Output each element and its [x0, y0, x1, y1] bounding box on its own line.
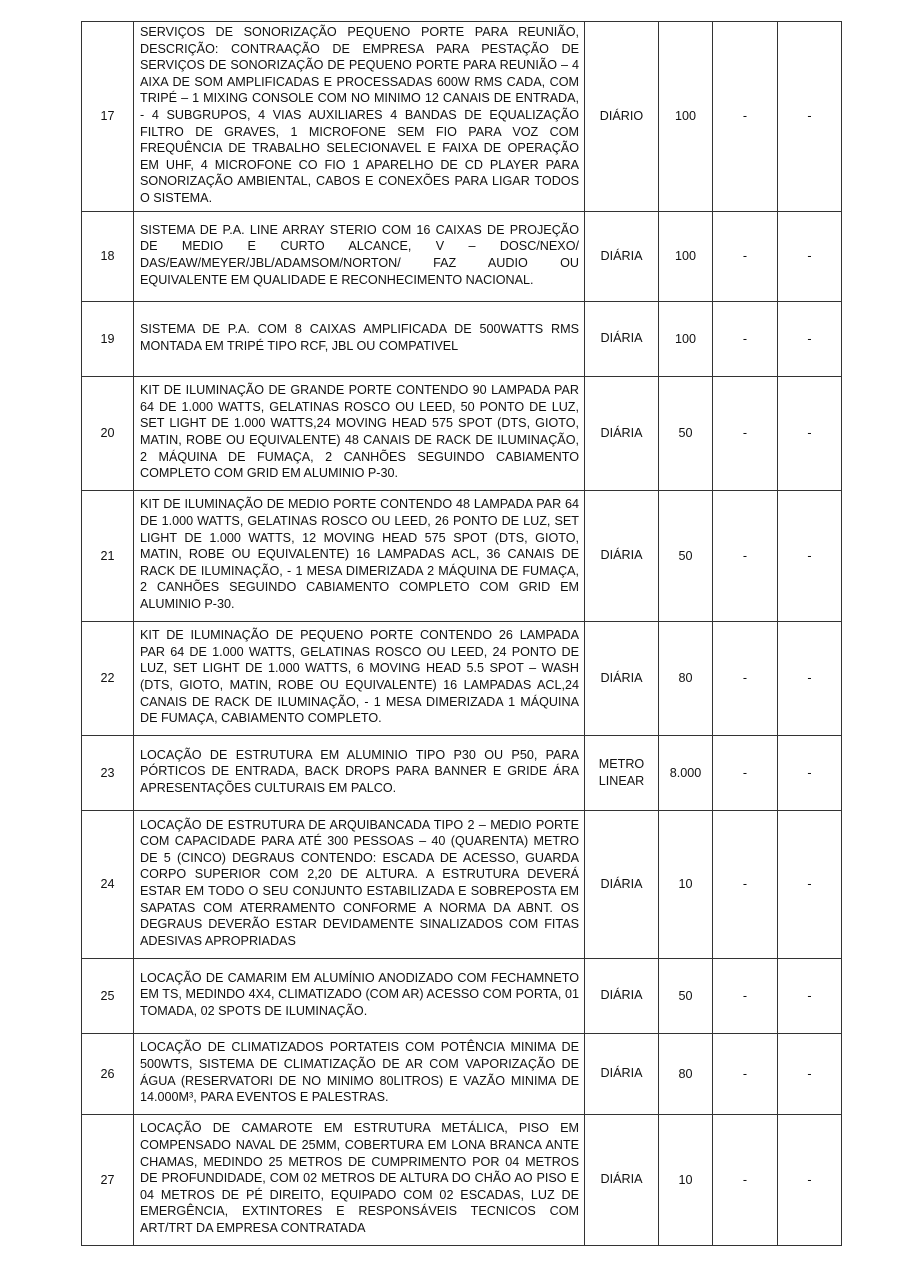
item-unit-price: -	[713, 810, 778, 958]
item-quantity: 50	[659, 958, 713, 1033]
item-unit: DIÁRIA	[585, 376, 659, 490]
table-row	[82, 211, 842, 301]
table-row	[82, 301, 842, 376]
item-unit-price: -	[713, 735, 778, 810]
table-row	[82, 735, 842, 810]
item-quantity: 50	[659, 490, 713, 621]
item-quantity: 8.000	[659, 735, 713, 810]
item-number: 26	[82, 1033, 134, 1114]
item-total-price: -	[778, 211, 842, 301]
item-unit: DIÁRIA	[585, 211, 659, 301]
item-total-price: -	[778, 376, 842, 490]
item-unit-price: -	[713, 301, 778, 376]
table-row	[82, 22, 842, 212]
item-quantity: 80	[659, 1033, 713, 1114]
item-unit: DIÁRIA	[585, 810, 659, 958]
item-description: LOCAÇÃO DE ESTRUTURA DE ARQUIBANCADA TIPO 2 – MEDIO PORTE COM CAPACIDADE PARA ATÉ 300 PESSOAS – 40 (QUARENTA) METRO DE 5 (CINCO) DEGRAUS CONTENDO: ESCADA DE ACESSO, GUARDA CORPO SUPERIOR COM 2,20 DE ALTURA. A ESTRUTURA DEVERÁ ESTAR EM TODO O SEU CONJUNTO ESTABILIZADA E SOBREPOSTA EM SAPATAS COM ATERRAMENTO CONFORME A NORMA DA ABNT. OS DEGRAUS DEVERÃO ESTAR DEVIDAMENTE SINALIZADOS COM FITAS ADESIVAS APROPRIADAS	[134, 810, 585, 958]
item-unit: METRO LINEAR	[585, 735, 659, 810]
item-description: SISTEMA DE P.A. LINE ARRAY STERIO COM 16 CAIXAS DE PROJEÇÃO DE MEDIO E CURTO ALCANCE, V – DOSC/NEXO/ DAS/EAW/MEYER/JBL/ADAMSOM/NORTON/ FAZ AUDIO OU EQUIVALENTE EM QUALIDADE E RECONHECIMENTO NACIONAL.	[134, 211, 585, 301]
item-description: LOCAÇÃO DE CAMARIM EM ALUMÍNIO ANODIZADO COM FECHAMNETO EM TS, MEDINDO 4X4, CLIMATIZADO (COM AR) ACESSO COM PORTA, 01 TOMADA, 02 SPOTS DE ILUMINAÇÃO.	[134, 958, 585, 1033]
item-total-price: -	[778, 735, 842, 810]
item-quantity: 10	[659, 1114, 713, 1245]
item-unit: DIÁRIA	[585, 1114, 659, 1245]
item-unit: DIÁRIA	[585, 1033, 659, 1114]
item-quantity: 80	[659, 621, 713, 735]
table-row	[82, 490, 842, 621]
item-number: 18	[82, 211, 134, 301]
item-description: KIT DE ILUMINAÇÃO DE PEQUENO PORTE CONTENDO 26 LAMPADA PAR 64 DE 1.000 WATTS, GELATINAS ROSCO OU LEED, 24 PONTO DE LUZ, SET LIGHT DE 1.000 WATTS, 6 MOVING HEAD 5.5 SPOT – WASH (DTS, GIOTO, MATIN, ROBE OU EQUIVALENTE) 16 LAMPADAS ACL,24 CANAIS DE RACK DE ILUMINAÇÃO, - 1 MESA DIMERIZADA 1 MÁQUINA DE FUMAÇA, CABIAMENTO COMPLETO.	[134, 621, 585, 735]
item-total-price: -	[778, 958, 842, 1033]
item-unit: DIÁRIA	[585, 621, 659, 735]
item-number: 20	[82, 376, 134, 490]
item-number: 23	[82, 735, 134, 810]
document-page	[81, 21, 841, 1246]
item-quantity: 10	[659, 810, 713, 958]
item-description: KIT DE ILUMINAÇÃO DE MEDIO PORTE CONTENDO 48 LAMPADA PAR 64 DE 1.000 WATTS, GELATINAS ROSCO OU LEED, 26 PONTO DE LUZ, SET LIGHT DE 1.000 WATTS, 12 MOVING HEAD 575 SPOT (DTS, GIOTO, MATIN, ROBE OU EQUIVALENTE) 16 LAMPADAS ACL, 36 CANAIS DE RACK DE ILUMINAÇÃO, - 1 MESA DIMERIZADA 2 MÁQUINA DE FUMAÇA, 2 CANHÕES SEGUINDO CABIAMENTO COMPLETO COM GRID EM ALUMINIO P-30.	[134, 490, 585, 621]
table-row	[82, 621, 842, 735]
items-table	[81, 21, 842, 1246]
item-description: KIT DE ILUMINAÇÃO DE GRANDE PORTE CONTENDO 90 LAMPADA PAR 64 DE 1.000 WATTS, GELATINAS ROSCO OU LEED, 50 PONTO DE LUZ, SET LIGHT DE 1.000 WATTS,24 MOVING HEAD 575 SPOT (DTS, GIOTO, MATIN, ROBE OU EQUIVALENTE) 48 CANAIS DE RACK DE ILUMINAÇÃO, 2 MÁQUINA DE FUMAÇA, 2 CANHÕES SEGUINDO CABIAMENTO COMPLETO COM GRID EM ALUMINIO P-30.	[134, 376, 585, 490]
item-unit-price: -	[713, 621, 778, 735]
item-unit-price: -	[713, 376, 778, 490]
item-total-price: -	[778, 1033, 842, 1114]
item-total-price: -	[778, 490, 842, 621]
item-unit-price: -	[713, 22, 778, 212]
item-unit: DIÁRIO	[585, 22, 659, 212]
item-unit: DIÁRIA	[585, 490, 659, 621]
table-row	[82, 1114, 842, 1245]
item-quantity: 100	[659, 22, 713, 212]
item-unit-price: -	[713, 1114, 778, 1245]
item-unit-price: -	[713, 490, 778, 621]
items-table-body	[82, 22, 842, 1246]
table-row	[82, 810, 842, 958]
item-unit: DIÁRIA	[585, 301, 659, 376]
table-row	[82, 1033, 842, 1114]
item-number: 22	[82, 621, 134, 735]
item-unit-price: -	[713, 1033, 778, 1114]
item-number: 21	[82, 490, 134, 621]
item-total-price: -	[778, 810, 842, 958]
item-total-price: -	[778, 1114, 842, 1245]
item-description: LOCAÇÃO DE CLIMATIZADOS PORTATEIS COM POTÊNCIA MINIMA DE 500WTS, SISTEMA DE CLIMATIZAÇÃO DE AR COM VAPORIZAÇÃO DE ÁGUA (RESERVATORI DE NO MINIMO 80LITROS) E VAZÃO MINIMA DE 14.000M³, PARA EVENTOS E PALESTRAS.	[134, 1033, 585, 1114]
item-description: LOCAÇÃO DE CAMAROTE EM ESTRUTURA METÁLICA, PISO EM COMPENSADO NAVAL DE 25MM, COBERTURA EM LONA BRANCA ANTE CHAMAS, MEDINDO 25 METROS DE CUMPRIMENTO POR 04 METROS DE PROFUNDIDADE, COM 02 METROS DE ALTURA DO CHÃO AO PISO E 04 METROS DE PÉ DIREITO, EQUIPADO COM 02 ESCADAS, LUZ DE EMERGÊNCIA, EXTINTORES E RESPONSÁVEIS TECNICOS COM ART/TRT DA EMPRESA CONTRATADA	[134, 1114, 585, 1245]
item-quantity: 100	[659, 211, 713, 301]
item-description: SERVIÇOS DE SONORIZAÇÃO PEQUENO PORTE PARA REUNIÃO, DESCRIÇÃO: CONTRAAÇÃO DE EMPRESA PARA PESTAÇÃO DE SERVIÇOS DE SONORIZAÇÃO DE PEQUENO PORTE PARA REUNIÃO – 4 AIXA DE SOM AMPLIFICADAS E PROCESSADAS 600W RMS CADA, COM TRIPÉ – 1 MIXING CONSOLE COM NO MINIMO 12 CANAIS DE ENTRADA, - 4 SUBGRUPOS, 4 VIAS AUXILIARES 4 BANDAS DE EQUALIZAÇÃO FILTRO DE GRAVES, 1 MICROFONE SEM FIO PARA VOZ COM FREQUÊNCIA DE TRABALHO SELECIONAVEL E FAIXA DE OPERAÇÃO EM UHF, 4 MICROFONE CO FIO 1 APARELHO DE CD PLAYER PARA SONORIZAÇÃO AMBIENTAL, CABOS E CONEXÕES PARA LIGAR TODOS O SISTEMA.	[134, 22, 585, 212]
item-description: LOCAÇÃO DE ESTRUTURA EM ALUMINIO TIPO P30 OU P50, PARA PÓRTICOS DE ENTRADA, BACK DROPS PARA BANNER E GRIDE ÁRA APRESENTAÇÕES CULTURAIS EM PALCO.	[134, 735, 585, 810]
item-number: 19	[82, 301, 134, 376]
item-quantity: 100	[659, 301, 713, 376]
item-quantity: 50	[659, 376, 713, 490]
table-row	[82, 376, 842, 490]
item-number: 27	[82, 1114, 134, 1245]
table-row	[82, 958, 842, 1033]
item-number: 17	[82, 22, 134, 212]
item-unit-price: -	[713, 958, 778, 1033]
item-unit-price: -	[713, 211, 778, 301]
item-total-price: -	[778, 621, 842, 735]
item-description: SISTEMA DE P.A. COM 8 CAIXAS AMPLIFICADA DE 500WATTS RMS MONTADA EM TRIPÉ TIPO RCF, JBL OU COMPATIVEL	[134, 301, 585, 376]
item-unit: DIÁRIA	[585, 958, 659, 1033]
item-number: 25	[82, 958, 134, 1033]
item-number: 24	[82, 810, 134, 958]
item-total-price: -	[778, 301, 842, 376]
item-total-price: -	[778, 22, 842, 212]
